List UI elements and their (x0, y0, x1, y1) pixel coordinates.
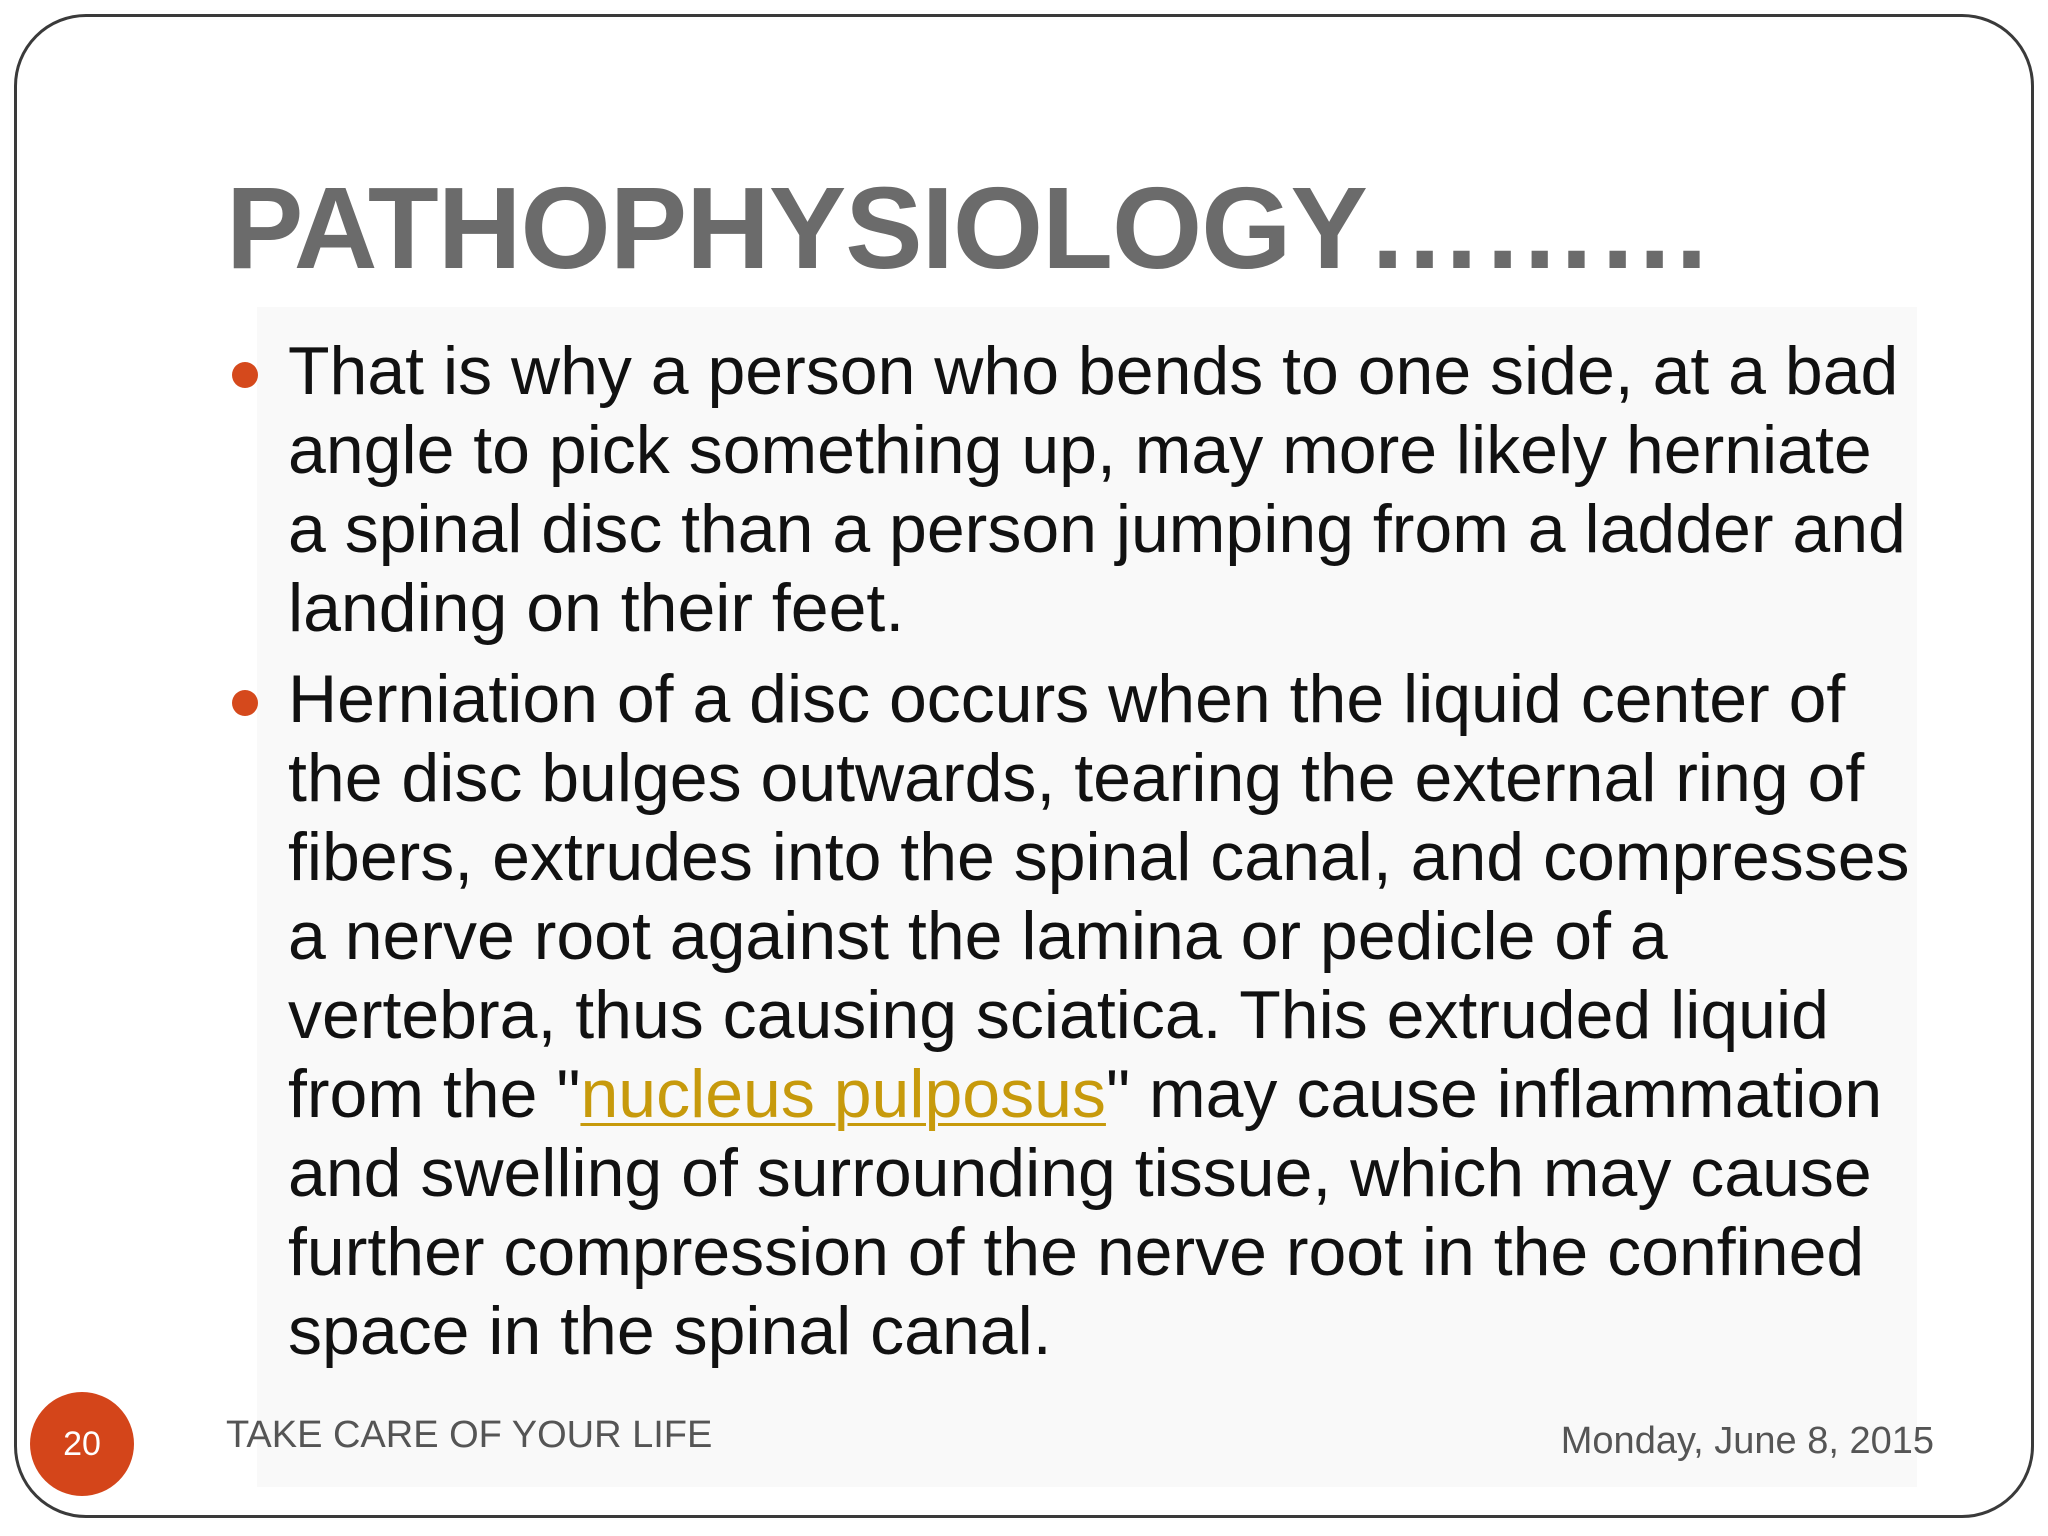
bullet-item-1 (226, 332, 1926, 648)
bullet-list (226, 332, 1926, 1383)
slide-title: PATHOPHYSIOLOGY……… (226, 163, 1712, 293)
bullet-text: That is why a person who bends to one side, at a bad angle to pick something up, may more likely herniate a spinal disc than a person jumping from a ladder and landing on their feet. (288, 333, 1906, 646)
footer-date: Monday, June 8, 2015 (1560, 1420, 1934, 1462)
nucleus-pulposus-link[interactable]: nucleus pulposus (580, 1056, 1106, 1132)
bullet-item-2 (226, 660, 1926, 1371)
bullet-text-before-link: Herniation of a disc occurs when the liquid center of the disc bulges outwards, tearing the external ring of fibers, extrudes into the spinal canal, and compresses a nerve root against the lamina or pedicle of a vertebra, thus causing sciatica. This extruded liquid from the " (288, 661, 1910, 1132)
bullet-text-after-link: " may cause inflammation and swelling of surrounding tissue, which may cause further compression of the nerve root in the confined space in the spinal canal. (288, 1056, 1883, 1369)
bullet-marker-icon (232, 362, 258, 388)
slide-number-badge: 20 (30, 1392, 134, 1496)
bullet-marker-icon (232, 690, 258, 716)
footer-text: TAKE CARE OF YOUR LIFE (226, 1414, 713, 1456)
